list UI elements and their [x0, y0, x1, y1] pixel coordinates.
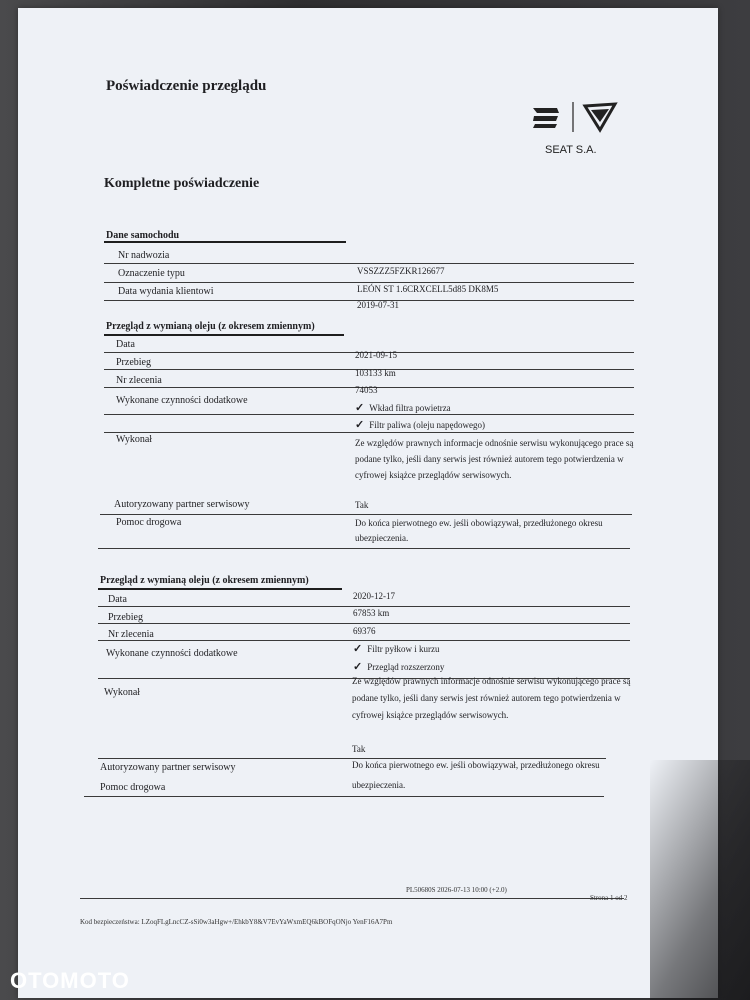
divider: [104, 282, 634, 283]
type-value: LEÓN ST 1.6CRXCELL5d85 DK8M5: [357, 284, 499, 294]
service2-extra-item: ✓ Przegląd rozszerzony: [353, 661, 445, 673]
divider: [98, 606, 630, 607]
delivery-date-label: Data wydania klientowi: [118, 286, 214, 297]
service1-extra-item: ✓ Wkład filtra powietrza: [355, 402, 451, 414]
divider: [104, 263, 634, 264]
divider: [104, 432, 634, 433]
service1-performed-line: Ze względów prawnych informacje odnośnie serwisu wykonującego prace są: [355, 438, 634, 448]
document-subtitle: Kompletne poświadczenie: [104, 176, 260, 191]
photo-shadow: [650, 760, 750, 1000]
document-title: Poświadczenie przeglądu: [106, 78, 267, 94]
service2-order: 69376: [353, 626, 376, 636]
service1-order-label: Nr zlecenia: [116, 375, 162, 386]
checkmark-icon: ✓: [355, 402, 365, 414]
service2-extra-label: Wykonane czynności dodatkowe: [106, 648, 238, 659]
service2-partner-label: Autoryzowany partner serwisowy: [100, 762, 236, 773]
service2-heading: Przegląd z wymianą oleju (z okresem zmiennym): [100, 575, 309, 586]
vin-label: Nr nadwozia: [118, 250, 170, 261]
service1-partner-label: Autoryzowany partner serwisowy: [114, 499, 250, 510]
service1-partner: Tak: [355, 500, 369, 510]
service1-extra-item: ✓ Filtr paliwa (oleju napędowego): [355, 419, 485, 431]
service2-mileage-label: Przebieg: [108, 612, 143, 623]
service2-performed-line: cyfrowej książce przeglądów serwisowych.: [352, 710, 509, 720]
checkmark-icon: ✓: [353, 643, 363, 655]
service2-assist-line: Do końca pierwotnego ew. jeśli obowiązywał, przedłużonego okresu: [352, 760, 600, 770]
service1-performed-label: Wykonał: [116, 434, 153, 445]
service1-date-label: Data: [116, 339, 135, 350]
service1-assist-label: Pomoc drogowa: [116, 517, 182, 528]
service2-date: 2020-12-17: [353, 591, 395, 601]
service1-performed-line: cyfrowej książce przeglądów serwisowych.: [355, 470, 512, 480]
seat-logo: [533, 100, 643, 170]
seat-cupra-logo-icon: [533, 100, 643, 170]
checkmark-icon: ✓: [355, 419, 365, 431]
checkmark-icon: ✓: [353, 661, 363, 673]
vin-value: VSSZZZ5FZKR126677: [357, 266, 445, 276]
service2-mileage: 67853 km: [353, 608, 390, 618]
service2-heading-rule: [98, 588, 342, 590]
divider: [98, 548, 630, 549]
service2-order-label: Nr zlecenia: [108, 629, 154, 640]
divider: [98, 623, 630, 624]
footer-reference: PL50680S 2026-07-13 10:00 (+2.0): [406, 886, 507, 894]
service1-order: 74053: [355, 385, 378, 395]
divider: [100, 514, 632, 515]
service2-performed-line: podane tylko, jeśli dany serwis jest również autorem tego potwierdzenia w: [352, 693, 621, 703]
car-data-heading: Dane samochodu: [106, 230, 180, 241]
brand-name: SEAT S.A.: [545, 144, 597, 156]
service1-performed-line: podane tylko, jeśli dany serwis jest również autorem tego potwierdzenia w: [355, 454, 624, 464]
divider: [104, 414, 634, 415]
service2-extra-item: ✓ Filtr pyłkow i kurzu: [353, 643, 440, 655]
service1-assist-line: Do końca pierwotnego ew. jeśli obowiązywał, przedłużonego okresu: [355, 518, 603, 528]
service1-heading: Przegląd z wymianą oleju (z okresem zmiennym): [106, 321, 315, 332]
service1-mileage-label: Przebieg: [116, 357, 151, 368]
divider: [84, 796, 604, 797]
security-code: Kod bezpieczeństwa: LZoqFLgLncCZ-sSi0w3aHgw+/EhkbY8&V7EvYaWxmEQ6kBOFqONjo YenF16A7Pm: [80, 918, 393, 926]
service2-date-label: Data: [108, 594, 127, 605]
service1-date: 2021-09-15: [355, 350, 397, 360]
footer-rule: [80, 898, 624, 899]
divider: [98, 640, 630, 641]
service2-performed-line: Ze względów prawnych informacje odnośnie serwisu wykonującego prace są: [352, 676, 631, 686]
otomoto-watermark: OTOMOTO: [10, 968, 130, 993]
service1-mileage: 103133 km: [355, 368, 396, 378]
service2-assist-label: Pomoc drogowa: [100, 782, 166, 793]
service1-heading-rule: [104, 334, 344, 336]
page-number: Strona 1 od 2: [590, 894, 628, 902]
service2-partner: Tak: [352, 744, 366, 754]
document-sheet: [18, 8, 718, 998]
service2-assist-line: ubezpieczenia.: [352, 780, 406, 790]
service1-extra-label: Wykonane czynności dodatkowe: [116, 395, 248, 406]
delivery-date-value: 2019-07-31: [357, 300, 399, 310]
divider: [98, 758, 606, 759]
service1-assist-line: ubezpieczenia.: [355, 533, 409, 543]
service2-performed-label: Wykonał: [104, 687, 141, 698]
car-heading-rule: [104, 241, 346, 243]
type-label: Oznaczenie typu: [118, 268, 185, 279]
